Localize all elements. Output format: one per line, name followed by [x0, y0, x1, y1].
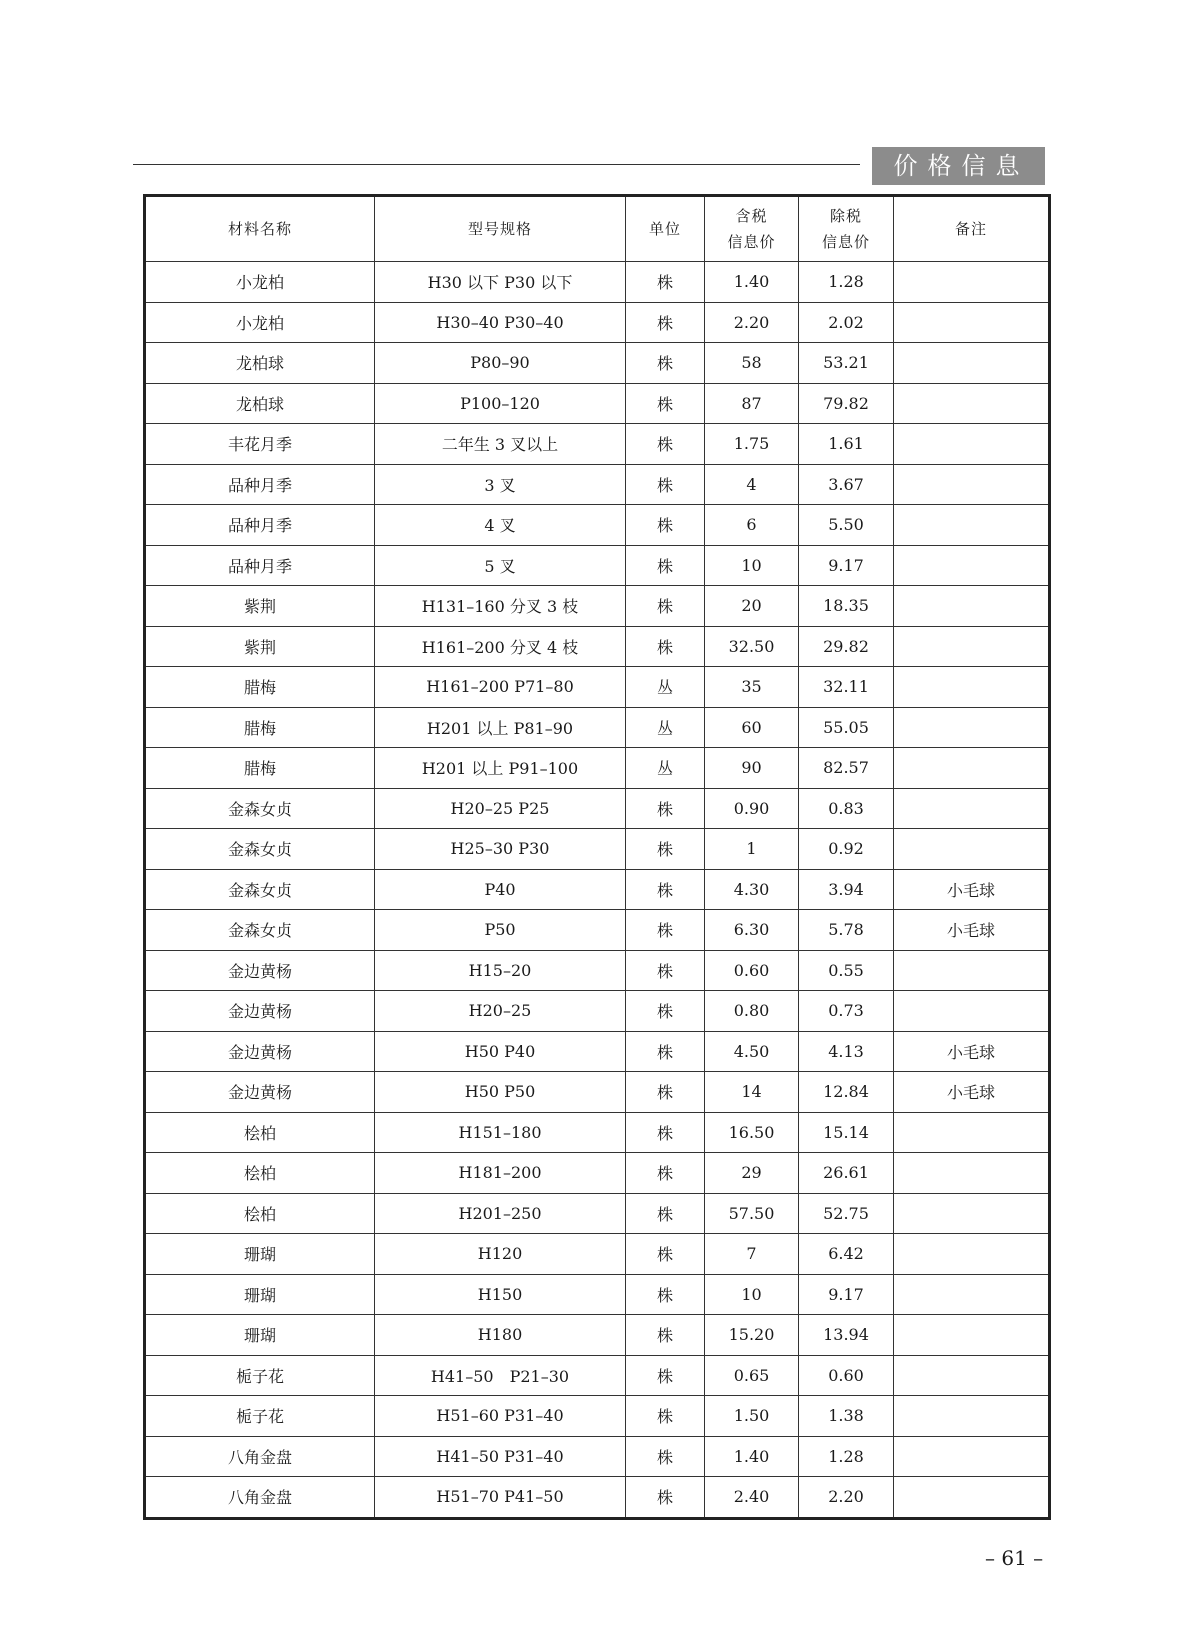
page-number: – 61 – [985, 1546, 1044, 1570]
cell-spec: H30–40 P30–40 [375, 302, 626, 343]
cell-unit: 株 [626, 1072, 705, 1113]
cell-name: 品种月季 [145, 464, 375, 505]
cell-name: 栀子花 [145, 1396, 375, 1437]
cell-spec: H161–200 分叉 4 枝 [375, 626, 626, 667]
column-header-name: 材料名称 [145, 196, 375, 262]
cell-price-with-tax: 20 [705, 586, 799, 627]
cell-name: 珊瑚 [145, 1315, 375, 1356]
cell-unit: 株 [626, 1436, 705, 1477]
table-row [145, 464, 1050, 505]
cell-note [894, 991, 1050, 1032]
cell-price-with-tax: 35 [705, 667, 799, 708]
cell-note [894, 950, 1050, 991]
cell-price-without-tax: 0.55 [799, 950, 894, 991]
table-row [145, 1193, 1050, 1234]
cell-name: 桧柏 [145, 1153, 375, 1194]
cell-price-without-tax: 0.73 [799, 991, 894, 1032]
table-row [145, 262, 1050, 303]
cell-note [894, 302, 1050, 343]
cell-unit: 株 [626, 1153, 705, 1194]
cell-unit: 株 [626, 1112, 705, 1153]
table-row [145, 829, 1050, 870]
cell-price-without-tax: 5.78 [799, 910, 894, 951]
column-header-note: 备注 [894, 196, 1050, 262]
cell-price-with-tax: 29 [705, 1153, 799, 1194]
cell-name: 金森女贞 [145, 829, 375, 870]
cell-price-without-tax: 82.57 [799, 748, 894, 789]
cell-note [894, 1234, 1050, 1275]
cell-unit: 株 [626, 545, 705, 586]
cell-spec: H181–200 [375, 1153, 626, 1194]
cell-spec: H150 [375, 1274, 626, 1315]
cell-spec: H41–50 P31–40 [375, 1436, 626, 1477]
cell-note [894, 1193, 1050, 1234]
column-header-price-without-tax [799, 196, 894, 262]
cell-unit: 株 [626, 1355, 705, 1396]
column-header-price-with-tax [705, 196, 799, 262]
cell-price-without-tax: 15.14 [799, 1112, 894, 1153]
table-row [145, 869, 1050, 910]
cell-price-with-tax: 10 [705, 1274, 799, 1315]
cell-spec: H20–25 [375, 991, 626, 1032]
table-row [145, 626, 1050, 667]
cell-unit: 株 [626, 464, 705, 505]
cell-unit: 株 [626, 869, 705, 910]
cell-price-without-tax: 55.05 [799, 707, 894, 748]
cell-price-without-tax: 9.17 [799, 545, 894, 586]
cell-note [894, 829, 1050, 870]
cell-note [894, 1112, 1050, 1153]
cell-name: 紫荆 [145, 586, 375, 627]
section-title: 价格信息 [872, 147, 1045, 185]
cell-price-without-tax: 1.61 [799, 424, 894, 465]
cell-name: 紫荆 [145, 626, 375, 667]
cell-unit: 株 [626, 1193, 705, 1234]
cell-price-with-tax: 0.90 [705, 788, 799, 829]
cell-name: 小龙柏 [145, 262, 375, 303]
column-header-price-with-tax-line1: 含税 [735, 207, 768, 225]
cell-price-with-tax: 58 [705, 343, 799, 384]
cell-note: 小毛球 [894, 1072, 1050, 1113]
cell-name: 珊瑚 [145, 1274, 375, 1315]
cell-unit: 株 [626, 586, 705, 627]
cell-unit: 株 [626, 788, 705, 829]
table-row [145, 302, 1050, 343]
cell-unit: 株 [626, 950, 705, 991]
cell-price-without-tax: 52.75 [799, 1193, 894, 1234]
cell-unit: 株 [626, 424, 705, 465]
cell-name: 八角金盘 [145, 1477, 375, 1519]
cell-spec: 3 叉 [375, 464, 626, 505]
cell-note [894, 707, 1050, 748]
cell-spec: H41–50 P21–30 [375, 1355, 626, 1396]
cell-name: 腊梅 [145, 667, 375, 708]
cell-price-with-tax: 2.40 [705, 1477, 799, 1519]
cell-name: 桧柏 [145, 1112, 375, 1153]
cell-spec: H180 [375, 1315, 626, 1356]
cell-unit: 株 [626, 1396, 705, 1437]
table-header-row [145, 196, 1050, 262]
cell-price-without-tax: 0.60 [799, 1355, 894, 1396]
cell-note [894, 626, 1050, 667]
table-row [145, 707, 1050, 748]
cell-unit: 株 [626, 505, 705, 546]
table-row [145, 748, 1050, 789]
cell-price-without-tax: 53.21 [799, 343, 894, 384]
cell-price-with-tax: 10 [705, 545, 799, 586]
cell-unit: 株 [626, 829, 705, 870]
cell-note: 小毛球 [894, 1031, 1050, 1072]
header-rule [133, 164, 860, 165]
cell-note [894, 383, 1050, 424]
column-header-price-with-tax-line2: 信息价 [727, 233, 776, 251]
cell-price-with-tax: 1.40 [705, 1436, 799, 1477]
cell-price-with-tax: 0.80 [705, 991, 799, 1032]
table-row [145, 424, 1050, 465]
cell-note [894, 1315, 1050, 1356]
cell-price-with-tax: 87 [705, 383, 799, 424]
cell-price-without-tax: 4.13 [799, 1031, 894, 1072]
cell-note [894, 424, 1050, 465]
cell-unit: 丛 [626, 667, 705, 708]
column-header-spec: 型号规格 [375, 196, 626, 262]
cell-unit: 株 [626, 910, 705, 951]
cell-name: 龙柏球 [145, 383, 375, 424]
cell-price-with-tax: 4.30 [705, 869, 799, 910]
table-row [145, 505, 1050, 546]
cell-note [894, 1355, 1050, 1396]
cell-price-with-tax: 0.60 [705, 950, 799, 991]
cell-price-with-tax: 1 [705, 829, 799, 870]
column-header-price-without-tax-line2: 信息价 [821, 233, 870, 251]
price-table [143, 194, 1051, 1520]
cell-price-without-tax: 26.61 [799, 1153, 894, 1194]
cell-price-without-tax: 9.17 [799, 1274, 894, 1315]
cell-name: 腊梅 [145, 748, 375, 789]
cell-note [894, 545, 1050, 586]
cell-price-without-tax: 6.42 [799, 1234, 894, 1275]
cell-spec: 4 叉 [375, 505, 626, 546]
cell-unit: 株 [626, 262, 705, 303]
cell-price-without-tax: 79.82 [799, 383, 894, 424]
cell-name: 金森女贞 [145, 788, 375, 829]
cell-price-with-tax: 6.30 [705, 910, 799, 951]
cell-name: 桧柏 [145, 1193, 375, 1234]
cell-price-with-tax: 1.50 [705, 1396, 799, 1437]
cell-spec: H120 [375, 1234, 626, 1275]
cell-price-with-tax: 7 [705, 1234, 799, 1275]
cell-unit: 株 [626, 626, 705, 667]
cell-spec: H151–180 [375, 1112, 626, 1153]
cell-price-without-tax: 13.94 [799, 1315, 894, 1356]
table-row [145, 383, 1050, 424]
cell-price-without-tax: 18.35 [799, 586, 894, 627]
cell-spec: H50 P50 [375, 1072, 626, 1113]
table-row [145, 1234, 1050, 1275]
cell-price-without-tax: 1.28 [799, 1436, 894, 1477]
cell-note [894, 586, 1050, 627]
cell-note [894, 1436, 1050, 1477]
table-row [145, 667, 1050, 708]
cell-name: 金森女贞 [145, 869, 375, 910]
cell-price-with-tax: 6 [705, 505, 799, 546]
cell-note: 小毛球 [894, 910, 1050, 951]
cell-price-without-tax: 29.82 [799, 626, 894, 667]
table-row [145, 1274, 1050, 1315]
cell-name: 丰花月季 [145, 424, 375, 465]
cell-unit: 株 [626, 1274, 705, 1315]
cell-unit: 株 [626, 1315, 705, 1356]
cell-spec: P100–120 [375, 383, 626, 424]
cell-price-with-tax: 16.50 [705, 1112, 799, 1153]
table-row [145, 1436, 1050, 1477]
cell-unit: 株 [626, 1234, 705, 1275]
cell-spec: H30 以下 P30 以下 [375, 262, 626, 303]
cell-unit: 丛 [626, 748, 705, 789]
cell-price-without-tax: 12.84 [799, 1072, 894, 1113]
cell-price-with-tax: 0.65 [705, 1355, 799, 1396]
cell-name: 八角金盘 [145, 1436, 375, 1477]
cell-price-with-tax: 4 [705, 464, 799, 505]
table-row [145, 1072, 1050, 1113]
cell-price-with-tax: 1.75 [705, 424, 799, 465]
table-row [145, 1112, 1050, 1153]
cell-price-without-tax: 0.83 [799, 788, 894, 829]
cell-spec: H50 P40 [375, 1031, 626, 1072]
cell-unit: 株 [626, 1477, 705, 1519]
cell-price-with-tax: 4.50 [705, 1031, 799, 1072]
cell-spec: P50 [375, 910, 626, 951]
cell-name: 金边黄杨 [145, 950, 375, 991]
table-row [145, 788, 1050, 829]
cell-unit: 丛 [626, 707, 705, 748]
cell-price-without-tax: 3.67 [799, 464, 894, 505]
cell-price-without-tax: 5.50 [799, 505, 894, 546]
table-row [145, 1396, 1050, 1437]
cell-unit: 株 [626, 343, 705, 384]
table-row [145, 545, 1050, 586]
cell-name: 品种月季 [145, 505, 375, 546]
cell-note [894, 1153, 1050, 1194]
table-row [145, 343, 1050, 384]
cell-price-without-tax: 0.92 [799, 829, 894, 870]
cell-spec: H161–200 P71–80 [375, 667, 626, 708]
cell-name: 金边黄杨 [145, 1031, 375, 1072]
table-row [145, 1315, 1050, 1356]
cell-note: 小毛球 [894, 869, 1050, 910]
cell-spec: P80–90 [375, 343, 626, 384]
cell-unit: 株 [626, 383, 705, 424]
cell-price-without-tax: 3.94 [799, 869, 894, 910]
table-row [145, 950, 1050, 991]
cell-note [894, 262, 1050, 303]
cell-note [894, 464, 1050, 505]
cell-name: 金森女贞 [145, 910, 375, 951]
cell-spec: H201 以上 P81–90 [375, 707, 626, 748]
cell-spec: H201–250 [375, 1193, 626, 1234]
cell-spec: H15–20 [375, 950, 626, 991]
cell-name: 金边黄杨 [145, 1072, 375, 1113]
cell-unit: 株 [626, 302, 705, 343]
column-header-price-without-tax-line1: 除税 [829, 207, 862, 225]
cell-price-without-tax: 1.28 [799, 262, 894, 303]
cell-price-without-tax: 2.02 [799, 302, 894, 343]
cell-spec: 二年生 3 叉以上 [375, 424, 626, 465]
cell-unit: 株 [626, 1031, 705, 1072]
cell-name: 龙柏球 [145, 343, 375, 384]
cell-note [894, 1274, 1050, 1315]
table-body [145, 262, 1050, 1519]
cell-spec: H51–60 P31–40 [375, 1396, 626, 1437]
cell-spec: H20–25 P25 [375, 788, 626, 829]
cell-name: 金边黄杨 [145, 991, 375, 1032]
cell-price-with-tax: 32.50 [705, 626, 799, 667]
cell-price-with-tax: 1.40 [705, 262, 799, 303]
cell-price-without-tax: 1.38 [799, 1396, 894, 1437]
cell-price-without-tax: 32.11 [799, 667, 894, 708]
cell-note [894, 1396, 1050, 1437]
cell-note [894, 1477, 1050, 1519]
table-row [145, 1355, 1050, 1396]
cell-price-with-tax: 2.20 [705, 302, 799, 343]
cell-note [894, 343, 1050, 384]
cell-price-with-tax: 15.20 [705, 1315, 799, 1356]
cell-spec: H51–70 P41–50 [375, 1477, 626, 1519]
cell-name: 栀子花 [145, 1355, 375, 1396]
cell-price-with-tax: 14 [705, 1072, 799, 1113]
cell-name: 品种月季 [145, 545, 375, 586]
cell-note [894, 788, 1050, 829]
table-row [145, 586, 1050, 627]
cell-spec: H131–160 分叉 3 枝 [375, 586, 626, 627]
table-row [145, 1031, 1050, 1072]
cell-note [894, 667, 1050, 708]
table-row [145, 910, 1050, 951]
cell-price-without-tax: 2.20 [799, 1477, 894, 1519]
column-header-unit: 单位 [626, 196, 705, 262]
table-row [145, 1477, 1050, 1519]
cell-name: 珊瑚 [145, 1234, 375, 1275]
table-row [145, 1153, 1050, 1194]
cell-unit: 株 [626, 991, 705, 1032]
cell-spec: H201 以上 P91–100 [375, 748, 626, 789]
cell-spec: 5 叉 [375, 545, 626, 586]
cell-name: 小龙柏 [145, 302, 375, 343]
cell-note [894, 505, 1050, 546]
table-row [145, 991, 1050, 1032]
cell-spec: P40 [375, 869, 626, 910]
cell-price-with-tax: 60 [705, 707, 799, 748]
cell-spec: H25–30 P30 [375, 829, 626, 870]
cell-note [894, 748, 1050, 789]
cell-price-with-tax: 90 [705, 748, 799, 789]
cell-name: 腊梅 [145, 707, 375, 748]
cell-price-with-tax: 57.50 [705, 1193, 799, 1234]
